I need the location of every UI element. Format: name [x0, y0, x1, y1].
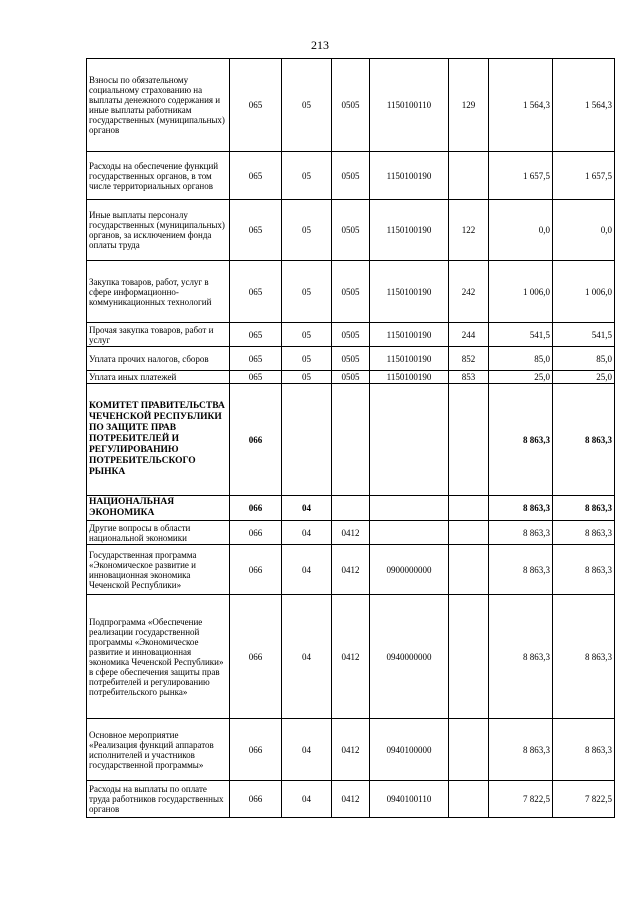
row-name: Государственная программа «Экономическое развитие и инновационная экономика Чеченской Республики» — [87, 545, 230, 595]
page-number: 213 — [311, 38, 329, 52]
row-sum-2: 8 863,3 — [553, 595, 615, 719]
row-name: Расходы на выплаты по оплате труда работников государственных органов — [87, 781, 230, 818]
row-name: Иные выплаты персоналу государственных (муниципальных) органов, за исключением фонда оплаты труда — [87, 200, 230, 261]
row-rz: 05 — [282, 261, 332, 323]
row-rz: 04 — [282, 719, 332, 781]
row-sum-1: 8 863,3 — [489, 595, 553, 719]
row-sum-1: 8 863,3 — [489, 545, 553, 595]
row-rz: 04 — [282, 496, 332, 521]
row-rz: 04 — [282, 545, 332, 595]
row-rz: 05 — [282, 200, 332, 261]
row-sum-2: 8 863,3 — [553, 545, 615, 595]
budget-table — [86, 58, 615, 818]
row-csr — [370, 496, 449, 521]
row-sum-2: 1 657,5 — [553, 152, 615, 200]
row-rz: 05 — [282, 347, 332, 371]
row-pr: 0505 — [332, 347, 370, 371]
row-ved: 066 — [230, 595, 282, 719]
row-vr: 244 — [449, 323, 489, 347]
row-ved: 065 — [230, 347, 282, 371]
row-csr: 1150100190 — [370, 323, 449, 347]
row-pr — [332, 384, 370, 496]
row-vr: 853 — [449, 371, 489, 384]
row-rz: 04 — [282, 521, 332, 545]
row-ved: 066 — [230, 496, 282, 521]
table-row — [87, 371, 615, 384]
row-sum-2: 85,0 — [553, 347, 615, 371]
row-ved: 065 — [230, 200, 282, 261]
row-vr — [449, 545, 489, 595]
row-csr: 1150100190 — [370, 261, 449, 323]
row-vr — [449, 521, 489, 545]
row-csr: 0900000000 — [370, 545, 449, 595]
row-rz: 05 — [282, 152, 332, 200]
row-name: Основное мероприятие «Реализация функций аппаратов исполнителей и участников государственной программы» — [87, 719, 230, 781]
table-row — [87, 719, 615, 781]
row-vr: 242 — [449, 261, 489, 323]
table-row — [87, 545, 615, 595]
row-vr — [449, 719, 489, 781]
row-sum-1: 8 863,3 — [489, 719, 553, 781]
row-name: Подпрограмма «Обеспечение реализации государственной программы «Экономическое развитие и инновационная экономика Чеченской Республики» в сфере обеспечения защиты прав потребителей и регулированию потребительского рынка» — [87, 595, 230, 719]
row-vr — [449, 384, 489, 496]
row-vr: 852 — [449, 347, 489, 371]
row-rz: 05 — [282, 371, 332, 384]
row-name: Расходы на обеспечение функций государственных органов, в том числе территориальных органов — [87, 152, 230, 200]
row-vr — [449, 781, 489, 818]
row-csr: 1150100190 — [370, 371, 449, 384]
table-row — [87, 521, 615, 545]
row-name: НАЦИОНАЛЬНАЯ ЭКОНОМИКА — [87, 496, 230, 521]
row-name: Прочая закупка товаров, работ и услуг — [87, 323, 230, 347]
row-rz: 05 — [282, 59, 332, 152]
row-csr: 1150100190 — [370, 200, 449, 261]
row-sum-2: 541,5 — [553, 323, 615, 347]
row-vr — [449, 496, 489, 521]
row-csr: 1150100110 — [370, 59, 449, 152]
row-pr: 0412 — [332, 521, 370, 545]
row-pr: 0412 — [332, 595, 370, 719]
row-ved: 066 — [230, 545, 282, 595]
table-row — [87, 261, 615, 323]
row-sum-1: 1 006,0 — [489, 261, 553, 323]
row-sum-1: 7 822,5 — [489, 781, 553, 818]
row-name: Уплата прочих налогов, сборов — [87, 347, 230, 371]
row-name: Другие вопросы в области национальной экономики — [87, 521, 230, 545]
row-sum-1: 85,0 — [489, 347, 553, 371]
row-csr: 1150100190 — [370, 347, 449, 371]
row-sum-2: 1 006,0 — [553, 261, 615, 323]
row-sum-1: 1 564,3 — [489, 59, 553, 152]
row-sum-2: 8 863,3 — [553, 521, 615, 545]
row-vr — [449, 152, 489, 200]
row-csr: 1150100190 — [370, 152, 449, 200]
row-rz: 05 — [282, 323, 332, 347]
row-pr: 0412 — [332, 719, 370, 781]
table-row — [87, 347, 615, 371]
row-csr — [370, 521, 449, 545]
table-row — [87, 152, 615, 200]
row-pr — [332, 496, 370, 521]
row-vr: 129 — [449, 59, 489, 152]
row-ved: 066 — [230, 781, 282, 818]
row-csr: 0940100000 — [370, 719, 449, 781]
row-name: Уплата иных платежей — [87, 371, 230, 384]
row-pr: 0412 — [332, 545, 370, 595]
row-ved: 066 — [230, 521, 282, 545]
row-ved: 065 — [230, 152, 282, 200]
row-vr — [449, 595, 489, 719]
row-ved: 065 — [230, 371, 282, 384]
row-sum-2: 0,0 — [553, 200, 615, 261]
row-ved: 065 — [230, 261, 282, 323]
table-row — [87, 595, 615, 719]
row-sum-1: 1 657,5 — [489, 152, 553, 200]
row-sum-2: 8 863,3 — [553, 496, 615, 521]
row-pr: 0505 — [332, 59, 370, 152]
row-sum-1: 8 863,3 — [489, 521, 553, 545]
table-row — [87, 59, 615, 152]
row-name: Взносы по обязательному социальному страхованию на выплаты денежного содержания и иные выплаты работникам государственных (муниципальных) органов — [87, 59, 230, 152]
row-sum-1: 8 863,3 — [489, 496, 553, 521]
row-sum-2: 25,0 — [553, 371, 615, 384]
row-csr: 0940000000 — [370, 595, 449, 719]
row-rz — [282, 384, 332, 496]
row-csr — [370, 384, 449, 496]
row-rz: 04 — [282, 781, 332, 818]
row-sum-2: 1 564,3 — [553, 59, 615, 152]
row-sum-1: 8 863,3 — [489, 384, 553, 496]
table-row — [87, 781, 615, 818]
table-row — [87, 496, 615, 521]
row-pr: 0505 — [332, 152, 370, 200]
row-sum-2: 7 822,5 — [553, 781, 615, 818]
row-pr: 0505 — [332, 323, 370, 347]
row-vr: 122 — [449, 200, 489, 261]
row-pr: 0505 — [332, 200, 370, 261]
table-row — [87, 323, 615, 347]
row-sum-1: 0,0 — [489, 200, 553, 261]
row-pr: 0505 — [332, 261, 370, 323]
row-pr: 0412 — [332, 781, 370, 818]
row-rz: 04 — [282, 595, 332, 719]
row-ved: 066 — [230, 719, 282, 781]
row-csr: 0940100110 — [370, 781, 449, 818]
row-ved: 065 — [230, 59, 282, 152]
row-pr: 0505 — [332, 371, 370, 384]
row-name: КОМИТЕТ ПРАВИТЕЛЬСТВА ЧЕЧЕНСКОЙ РЕСПУБЛИКИ ПО ЗАЩИТЕ ПРАВ ПОТРЕБИТЕЛЕЙ И РЕГУЛИРОВАНИЮ ПОТРЕБИТЕЛЬСКОГО РЫНКА — [87, 384, 230, 496]
row-sum-1: 25,0 — [489, 371, 553, 384]
row-ved: 065 — [230, 323, 282, 347]
table-row — [87, 384, 615, 496]
row-name: Закупка товаров, работ, услуг в сфере информационно-коммуникационных технологий — [87, 261, 230, 323]
row-sum-2: 8 863,3 — [553, 719, 615, 781]
row-ved: 066 — [230, 384, 282, 496]
table-row — [87, 200, 615, 261]
row-sum-1: 541,5 — [489, 323, 553, 347]
row-sum-2: 8 863,3 — [553, 384, 615, 496]
